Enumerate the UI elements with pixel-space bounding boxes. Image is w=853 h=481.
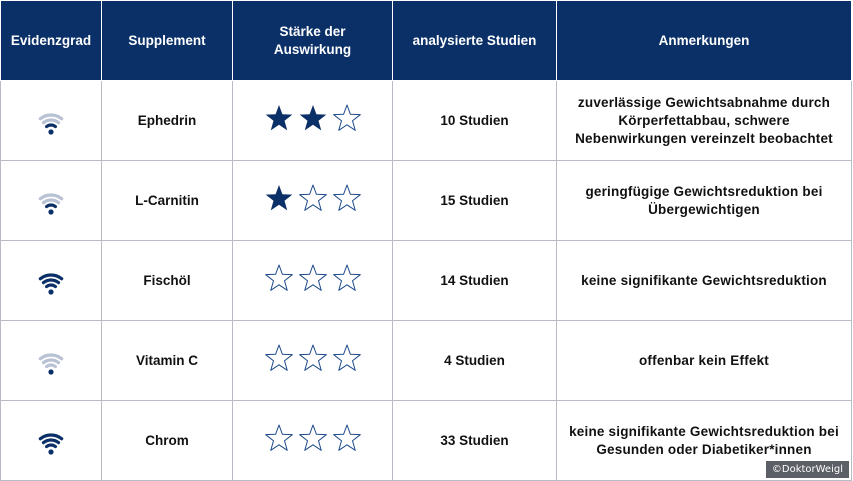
star-filled-icon — [298, 104, 328, 132]
wifi-arc — [47, 365, 56, 367]
star-rating — [264, 424, 362, 452]
star-outline-icon — [298, 264, 328, 292]
header-supplement: Supplement — [102, 1, 233, 81]
wifi-signal-icon — [33, 186, 69, 216]
header-row — [1, 1, 852, 81]
star-outline-icon — [332, 104, 362, 132]
note-cell: keine signifikante Gewichtsreduktion — [557, 241, 852, 321]
wifi-arc — [40, 354, 61, 358]
star-rating — [264, 184, 362, 212]
header-strength: Stärke der Auswirkung — [233, 1, 393, 81]
note-cell: zuverlässige Gewichtsabnahme durch Körperfettabbau, schwere Nebenwirkungen vereinzelt beobachtet — [557, 81, 852, 161]
wifi-arc — [43, 279, 58, 282]
wifi-arc — [43, 359, 58, 362]
wifi-arc — [40, 114, 61, 118]
strength-cell — [233, 161, 393, 241]
studies-cell: 15 Studien — [393, 161, 557, 241]
star-outline-icon — [298, 184, 328, 212]
table-row — [1, 241, 852, 321]
supplement-cell: Vitamin C — [102, 321, 233, 401]
note-cell: keine signifikante Gewichtsreduktion bei Gesunden oder Diabetiker*innen — [557, 401, 852, 481]
evidence-cell — [1, 401, 102, 481]
supplement-cell: Chrom — [102, 401, 233, 481]
wifi-arc — [40, 274, 61, 278]
star-outline-icon — [264, 264, 294, 292]
table-row — [1, 161, 852, 241]
star-filled-icon — [264, 184, 294, 212]
star-outline-icon — [298, 344, 328, 372]
studies-cell: 33 Studien — [393, 401, 557, 481]
star-outline-icon — [332, 344, 362, 372]
studies-cell: 10 Studien — [393, 81, 557, 161]
header-studies: analysierte Studien — [393, 1, 557, 81]
table-row — [1, 81, 852, 161]
supplement-cell: Ephedrin — [102, 81, 233, 161]
wifi-arc — [40, 194, 61, 198]
star-outline-icon — [264, 344, 294, 372]
strength-cell — [233, 401, 393, 481]
wifi-signal-icon — [33, 106, 69, 136]
copyright-badge: ©DoktorWeigl — [766, 461, 849, 478]
star-outline-icon — [332, 184, 362, 212]
strength-cell — [233, 81, 393, 161]
evidence-cell — [1, 81, 102, 161]
wifi-signal-icon — [33, 266, 69, 296]
wifi-dot — [48, 449, 53, 454]
wifi-arc — [43, 199, 58, 202]
supplement-cell: L-Carnitin — [102, 161, 233, 241]
supplement-cell: Fischöl — [102, 241, 233, 321]
studies-cell: 4 Studien — [393, 321, 557, 401]
note-cell: offenbar kein Effekt — [557, 321, 852, 401]
star-outline-icon — [332, 264, 362, 292]
wifi-arc — [43, 119, 58, 122]
star-outline-icon — [298, 424, 328, 452]
star-rating — [264, 264, 362, 292]
wifi-signal-icon — [33, 426, 69, 456]
wifi-signal-icon — [33, 346, 69, 376]
strength-cell — [233, 321, 393, 401]
star-rating — [264, 344, 362, 372]
header-evidence: Evidenzgrad — [1, 1, 102, 81]
evidence-cell — [1, 161, 102, 241]
wifi-dot — [48, 289, 53, 294]
wifi-arc — [40, 434, 61, 438]
wifi-arc — [47, 205, 56, 207]
star-rating — [264, 104, 362, 132]
wifi-dot — [48, 129, 53, 134]
star-outline-icon — [332, 424, 362, 452]
header-notes: Anmerkungen — [557, 1, 852, 81]
strength-cell — [233, 241, 393, 321]
wifi-dot — [48, 209, 53, 214]
note-cell: geringfügige Gewichtsreduktion bei Übergewichtigen — [557, 161, 852, 241]
wifi-arc — [47, 285, 56, 287]
wifi-arc — [47, 445, 56, 447]
evidence-cell — [1, 241, 102, 321]
star-filled-icon — [264, 104, 294, 132]
star-outline-icon — [264, 424, 294, 452]
evidence-cell — [1, 321, 102, 401]
wifi-arc — [43, 439, 58, 442]
table-row — [1, 321, 852, 401]
wifi-dot — [48, 369, 53, 374]
studies-cell: 14 Studien — [393, 241, 557, 321]
wifi-arc — [47, 125, 56, 127]
table-row — [1, 401, 852, 481]
